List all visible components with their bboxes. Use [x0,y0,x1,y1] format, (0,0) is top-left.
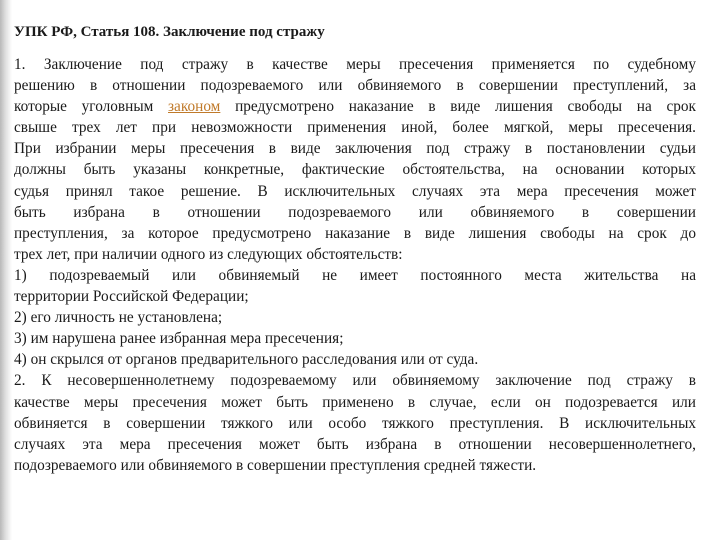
text-line-20: подозреваемого или обвиняемого в совершении преступления средней тяжести. [14,456,537,474]
article-body [14,54,696,476]
text-line-2: решению в отношении подозреваемого или обвиняемого в совершении преступлений, за [14,77,696,95]
left-edge-shadow [0,0,12,540]
text-line-1: 1. Заключение под стражу в качестве меры пресечения применяется по судебному [14,56,696,73]
text-line-14: 3) им нарушена ранее избранная мера пресечения; [14,330,344,348]
text-line-19: случаях эта мера пресечения может быть избрана в отношении несовершеннолетнего, [14,435,696,453]
text-line-17: качестве меры пресечения может быть применено в случае, если он подозревается или [14,393,696,411]
text-line-18: обвиняется в совершении тяжкого или особо тяжкого преступления. В исключительных [14,414,696,432]
text-line-11: 1) подозреваемый или обвиняемый не имеет постоянного места жительства на [14,266,696,284]
text-line-8: быть избрана в отношении подозреваемого или обвиняемого в совершении [14,203,696,221]
text-line-7: судья принял такое решение. В исключительных случаях эта мера пресечения может [14,182,696,200]
text-line-4: свыше трех лет при невозможности применения иной, более мягкой, меры пресечения. [14,119,696,137]
text-line-5: При избрании меры пресечения в виде заключения под стражу в постановлении судьи [14,140,696,158]
text-line-6: должны быть указаны конкретные, фактические обстоятельства, на основании которых [14,161,696,179]
text-line-16: 2. К несовершеннолетнему подозреваемому или обвиняемому заключение под стражу в [14,372,696,390]
article-title: УПК РФ, Статья 108. Заключение под стражу [14,24,325,40]
text-line-9: преступления, за которое предусмотрено наказание в виде лишения свободы на срок до [14,224,696,242]
text-line-3 [14,96,696,117]
law-link[interactable]: законом [168,98,221,116]
text-line-15: 4) он скрылся от органов предварительного расследования или от суда. [14,351,479,369]
text-line-12: территории Российской Федерации; [14,288,249,306]
text-line-3-start: которые уголовным [14,98,168,116]
text-line-13: 2) его личность не установлена; [14,309,223,327]
document-slide [14,20,696,476]
text-line-10: трех лет, при наличии одного из следующих обстоятельств: [14,245,403,263]
text-line-3-end: предусмотрено наказание в виде лишения свободы на срок [220,98,696,116]
